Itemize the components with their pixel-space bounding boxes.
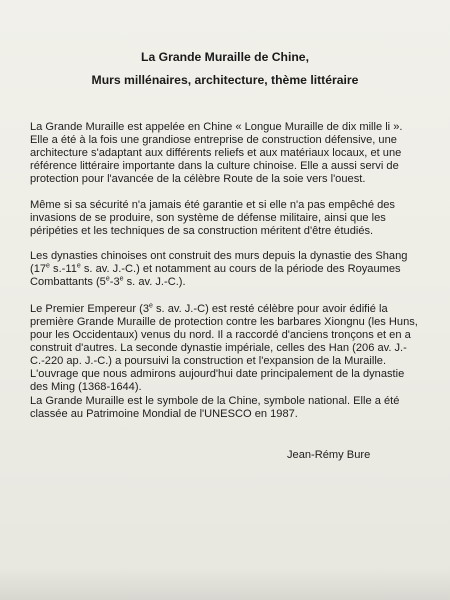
document-subtitle: Murs millénaires, architecture, thème littéraire xyxy=(91,73,359,87)
text-line: des Ming (1368-1644). xyxy=(30,381,142,393)
text-line: La Grande Muraille est le symbole de la Chine, symbole national. Elle a été xyxy=(30,395,400,407)
paragraph-first-emperor xyxy=(30,303,434,394)
paragraph-symbol xyxy=(30,395,434,421)
text-line: classée au Patrimoine Mondial de l'UNESCO en 1987. xyxy=(30,408,298,420)
text-line: Le Premier Empereur (3e s. av. J.-C) est resté célèbre pour avoir édifié la xyxy=(30,302,388,315)
paragraph-security xyxy=(30,199,434,238)
text-line: pour les Occidentaux) venus du nord. Il a raccordé d'anciens tronçons et en a xyxy=(30,329,411,341)
text-line: Elle a été à la fois une grandiose entreprise de construction défensive, une xyxy=(30,134,397,146)
text-line: Combattants (5e-3e s. av. J.-C.). xyxy=(30,275,186,288)
text-line: (17e s.-11e s. av. J.-C.) et notamment au cours de la période des Royaumes xyxy=(30,262,401,275)
text-line: première Grande Muraille de protection contre les barbares Xiongnu (les Huns, xyxy=(30,316,418,328)
text-line: Même si sa sécurité n'a jamais été garantie et si elle n'a pas empêché des xyxy=(30,199,395,211)
text-line: péripéties et les techniques de sa construction méritent d'être étudiés. xyxy=(30,225,374,237)
text-line: Les dynasties chinoises ont construit des murs depuis la dynastie des Shang xyxy=(30,250,408,262)
document-title: La Grande Muraille de Chine, xyxy=(141,50,309,64)
text-line: architecture s'adaptant aux différents reliefs et aux matériaux locaux, et une xyxy=(30,147,402,159)
text-line: référence littéraire importante dans la culture chinoise. Elle a aussi servi de xyxy=(30,160,399,172)
text-line: C.-220 ap. J.-C.) a poursuivi la construction et l'expansion de la Muraille. xyxy=(30,355,387,367)
text-line: invasions de se produire, son système de défense militaire, ainsi que les xyxy=(30,212,386,224)
text-line: L'ouvrage que nous admirons aujourd'hui date principalement de la dynastie xyxy=(30,368,405,380)
text-line: La Grande Muraille est appelée en Chine « Longue Muraille de dix mille li ». xyxy=(30,121,403,133)
paragraph-dynasties xyxy=(30,250,434,289)
text-line: construit d'autres. La seconde dynastie impériale, celles des Han (206 av. J.- xyxy=(30,342,407,354)
page-shadow xyxy=(0,568,450,600)
author-signature: Jean-Rémy Bure xyxy=(287,449,371,461)
paragraph-intro xyxy=(30,121,434,186)
text-line: protection pour l'avancée de la célèbre Route de la soie vers l'ouest. xyxy=(30,173,366,185)
